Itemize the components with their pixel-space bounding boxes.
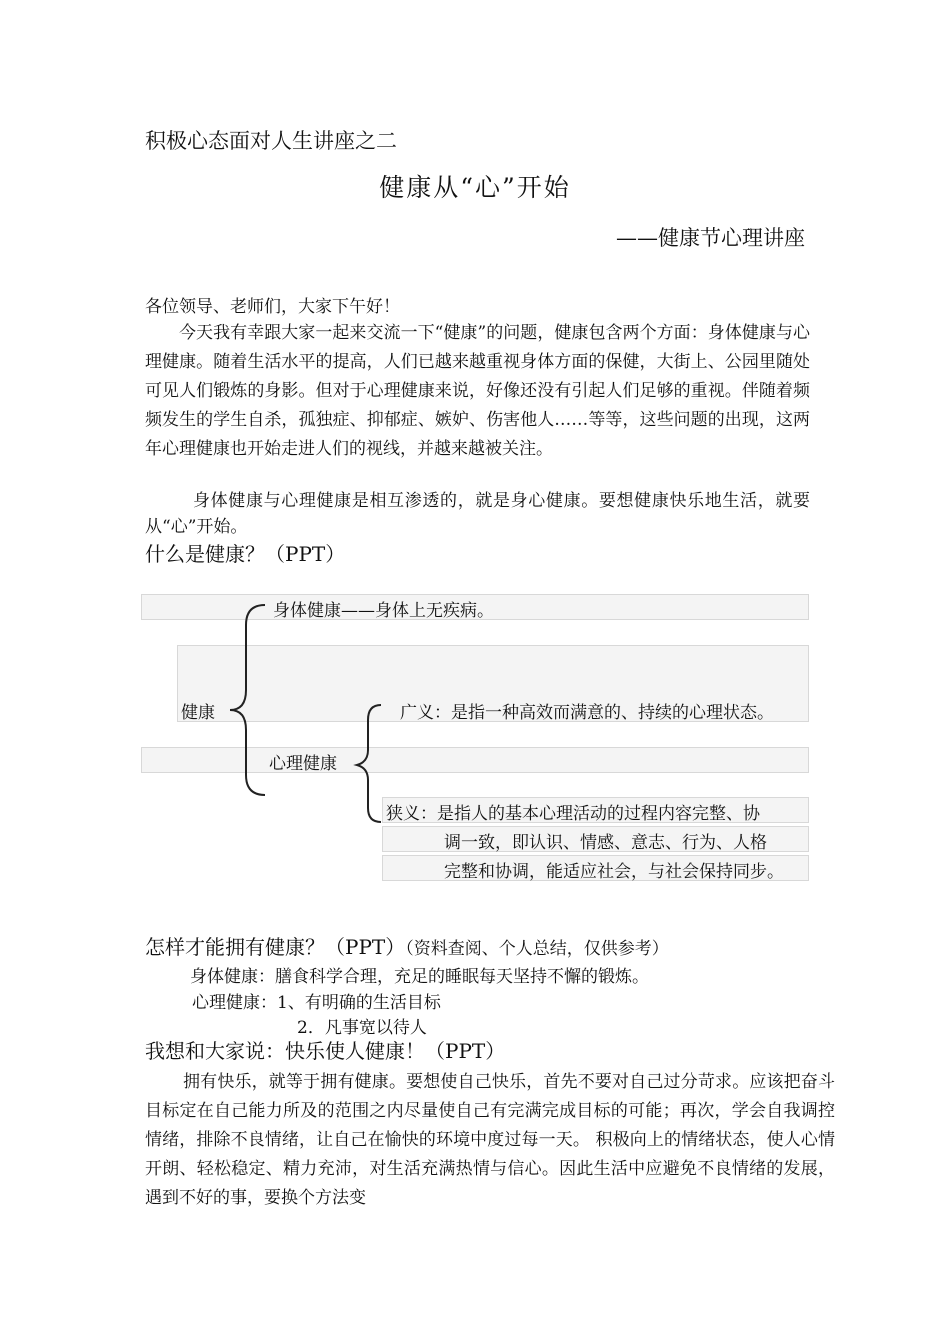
happiness-paragraph: 拥有快乐，就等于拥有健康。要想使自己快乐，首先不要对自己过分苛求。应该把奋斗目标定在自己能力所及的范围之内尽量使自己有完满完成目标的可能；再次，学会自我调控情绪，排除不良情绪，让自己在愉快的环境中度过每一天。 积极向上的情绪状态，使人心情开朗、轻松稳定、精力充沛，对生活充满热情与信心。因此生活中应避免不良情绪的发展，遇到不好的事，要换个方法变 (145, 1072, 835, 1208)
diagram-root-health: 健康 (181, 703, 215, 723)
diagram-narrow-definition-line3: 完整和协调，能适应社会，与社会保持同步。 (444, 862, 784, 882)
diagram-mental-health: 心理健康 (269, 754, 337, 774)
page-subtitle: ——健康节心理讲座 (616, 226, 805, 250)
mental-health-tip-1: 心理健康：1、有明确的生活目标 (192, 993, 441, 1013)
intro-paragraph-2: 身体健康与心理健康是相互渗透的，就是身心健康。要想健康快乐地生活，就要从“心”开始。 (145, 491, 810, 537)
physical-health-tips: 身体健康：膳食科学合理，充足的睡眠每天坚持不懈的锻炼。 (190, 967, 649, 987)
diagram-narrow-definition-line1: 狭义：是指人的基本心理活动的过程内容完整、协 (386, 804, 760, 824)
series-title: 积极心态面对人生讲座之二 (145, 129, 397, 153)
brace-health (230, 605, 265, 795)
diagram-broad-definition: 广义：是指一种高效而满意的、持续的心理状态。 (400, 703, 774, 723)
diagram-physical-health: 身体健康——身体上无疾病。 (273, 601, 494, 621)
section-what-is-health-heading: 什么是健康？（PPT） (145, 542, 346, 566)
section-how-note: （资料查阅、个人总结，仅供参考） (405, 939, 669, 959)
section-how-to-be-healthy-heading (145, 931, 669, 960)
greeting: 各位领导、老师们，大家下午好！ (145, 297, 400, 317)
brace-mental (357, 705, 381, 822)
section-happiness-heading: 我想和大家说：快乐使人健康！（PPT） (145, 1039, 506, 1063)
diagram-narrow-definition-line2: 调一致，即认识、情感、意志、行为、人格 (444, 833, 767, 853)
intro-paragraph-1: 今天我有幸跟大家一起来交流一下“健康”的问题，健康包含两个方面：身体健康与心理健康。随着生活水平的提高，人们已越来越重视身体方面的保健，大街上、公园里随处可见人们锻炼的身影。但对于心理健康来说，好像还没有引起人们足够的重视。伴随着频频发生的学生自杀，孤独症、抑郁症、嫉妒、伤害他人……等等，这些问题的出现，这两年心理健康也开始走进人们的视线，并越来越被关注。 (145, 323, 810, 459)
section-how-heading-text: 怎样才能拥有健康？（PPT） (145, 935, 406, 959)
mental-health-tip-2: 2．凡事宽以待人 (297, 1018, 427, 1038)
page-title: 健康从“心”开始 (379, 173, 571, 202)
